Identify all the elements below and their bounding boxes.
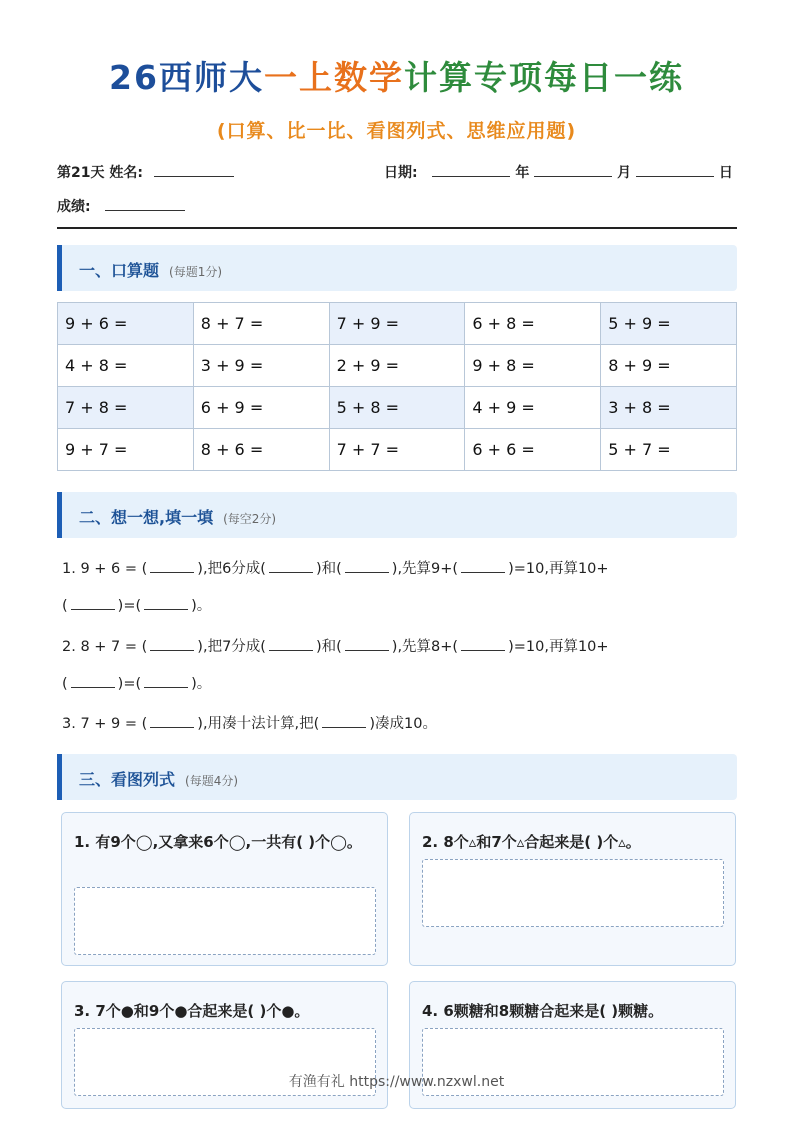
name-label: 姓名: — [109, 165, 143, 181]
q1-text: ),把6分成( — [197, 561, 266, 577]
table-row — [58, 429, 737, 471]
day-label: 第21天 — [57, 165, 105, 181]
calc-cell[interactable]: 6 + 8 = — [465, 303, 601, 345]
answer-blank[interactable] — [269, 560, 313, 573]
year-label: 年 — [515, 165, 530, 181]
title-part-1: 26西师大 — [109, 58, 264, 97]
section2-note: (每空2分) — [223, 512, 277, 526]
q1-text: )=10,再算10+ — [508, 561, 609, 577]
answer-box[interactable] — [74, 887, 376, 955]
calc-cell[interactable]: 5 + 8 = — [329, 387, 465, 429]
day-unit-label: 日 — [718, 165, 733, 181]
calc-cell[interactable]: 2 + 9 = — [329, 345, 465, 387]
calc-cell[interactable]: 5 + 7 = — [601, 429, 737, 471]
calc-cell[interactable]: 4 + 8 = — [58, 345, 194, 387]
watermark-footer: 有渔有礼 https://www.nzxwl.net — [288, 1074, 505, 1090]
q1-text: )和( — [315, 561, 342, 577]
calc-cell[interactable]: 7 + 7 = — [329, 429, 465, 471]
page-subtitle: (口算、比一比、看图列式、思维应用题) — [216, 120, 577, 142]
table-row — [58, 303, 737, 345]
answer-blank[interactable] — [345, 638, 389, 651]
answer-blank[interactable] — [144, 597, 188, 610]
calc-cell[interactable]: 8 + 6 = — [193, 429, 329, 471]
section1-header — [57, 245, 737, 291]
q2-text: )=( — [117, 676, 142, 692]
score-label: 成绩: — [57, 199, 91, 215]
calc-cell[interactable]: 3 + 8 = — [601, 387, 737, 429]
fill-question-2-line-1 — [62, 635, 609, 656]
date-row — [384, 162, 733, 182]
q1-text: )。 — [191, 598, 212, 614]
picture-question-text: 4. 6颗糖和8颗糖合起来是( )颗糖。 — [422, 1002, 664, 1020]
header-divider — [57, 227, 737, 229]
score-row — [57, 196, 185, 216]
q2-text: ( — [62, 676, 68, 692]
title-part-3: 计算专项每日一练 — [403, 58, 684, 97]
table-row — [58, 387, 737, 429]
name-field[interactable] — [154, 162, 234, 177]
answer-blank[interactable] — [322, 715, 366, 728]
picture-question-text: 1. 有9个◯,又拿来6个◯,一共有( )个◯。 — [74, 833, 362, 851]
score-field[interactable] — [105, 196, 185, 211]
answer-blank[interactable] — [150, 638, 194, 651]
calc-cell[interactable]: 8 + 9 = — [601, 345, 737, 387]
answer-blank[interactable] — [144, 675, 188, 688]
section3-header — [57, 754, 737, 800]
fill-question-2-line-2 — [62, 672, 211, 693]
q3-text: 3. 7 + 9 = ( — [62, 716, 148, 732]
q3-text: )凑成10。 — [369, 716, 437, 732]
table-row — [58, 345, 737, 387]
section2-title: 二、想一想,填一填 — [79, 508, 214, 527]
month-field[interactable] — [534, 162, 612, 177]
calc-cell[interactable]: 3 + 9 = — [193, 345, 329, 387]
q3-text: ),用凑十法计算,把( — [197, 716, 320, 732]
answer-blank[interactable] — [150, 560, 194, 573]
q2-text: )=10,再算10+ — [508, 639, 609, 655]
answer-blank[interactable] — [345, 560, 389, 573]
q1-text: ( — [62, 598, 68, 614]
year-field[interactable] — [432, 162, 510, 177]
calc-cell[interactable]: 7 + 9 = — [329, 303, 465, 345]
title-part-2: 一上数学 — [263, 58, 404, 97]
q2-text: ),把7分成( — [197, 639, 266, 655]
q1-text: ),先算9+( — [391, 561, 459, 577]
section3-note: (每题4分) — [185, 774, 239, 788]
q1-text: 1. 9 + 6 = ( — [62, 561, 148, 577]
calc-cell[interactable]: 9 + 7 = — [58, 429, 194, 471]
picture-question-text: 3. 7个●和9个●合起来是( )个●。 — [74, 1002, 310, 1020]
calc-cell[interactable]: 8 + 7 = — [193, 303, 329, 345]
fill-question-1-line-1 — [62, 557, 609, 578]
answer-blank[interactable] — [461, 638, 505, 651]
answer-blank[interactable] — [71, 597, 115, 610]
day-field[interactable] — [636, 162, 714, 177]
answer-blank[interactable] — [71, 675, 115, 688]
day-name-row — [57, 162, 234, 182]
calc-cell[interactable]: 4 + 9 = — [465, 387, 601, 429]
q2-text: )。 — [191, 676, 212, 692]
page-title — [0, 52, 793, 99]
section1-title: 一、口算题 — [79, 261, 160, 280]
calc-cell[interactable]: 9 + 6 = — [58, 303, 194, 345]
month-label: 月 — [617, 165, 632, 181]
q2-text: ),先算8+( — [391, 639, 459, 655]
answer-blank[interactable] — [150, 715, 194, 728]
calc-cell[interactable]: 7 + 8 = — [58, 387, 194, 429]
picture-question-text: 2. 8个▵和7个▵合起来是( )个▵。 — [422, 833, 641, 851]
answer-blank[interactable] — [269, 638, 313, 651]
oral-calc-table — [57, 302, 737, 471]
date-label: 日期: — [384, 165, 418, 181]
q2-text: )和( — [315, 639, 342, 655]
calc-cell[interactable]: 5 + 9 = — [601, 303, 737, 345]
section1-note: (每题1分) — [169, 265, 223, 279]
picture-question-card-1 — [61, 812, 388, 966]
calc-cell[interactable]: 6 + 9 = — [193, 387, 329, 429]
calc-cell[interactable]: 9 + 8 = — [465, 345, 601, 387]
answer-blank[interactable] — [461, 560, 505, 573]
calc-cell[interactable]: 6 + 6 = — [465, 429, 601, 471]
q1-text: )=( — [117, 598, 142, 614]
section3-title: 三、看图列式 — [79, 770, 176, 789]
fill-question-1-line-2 — [62, 594, 211, 615]
answer-box[interactable] — [422, 859, 724, 927]
q2-text: 2. 8 + 7 = ( — [62, 639, 148, 655]
picture-question-card-2 — [409, 812, 736, 966]
section2-header — [57, 492, 737, 538]
fill-question-3 — [62, 712, 437, 733]
